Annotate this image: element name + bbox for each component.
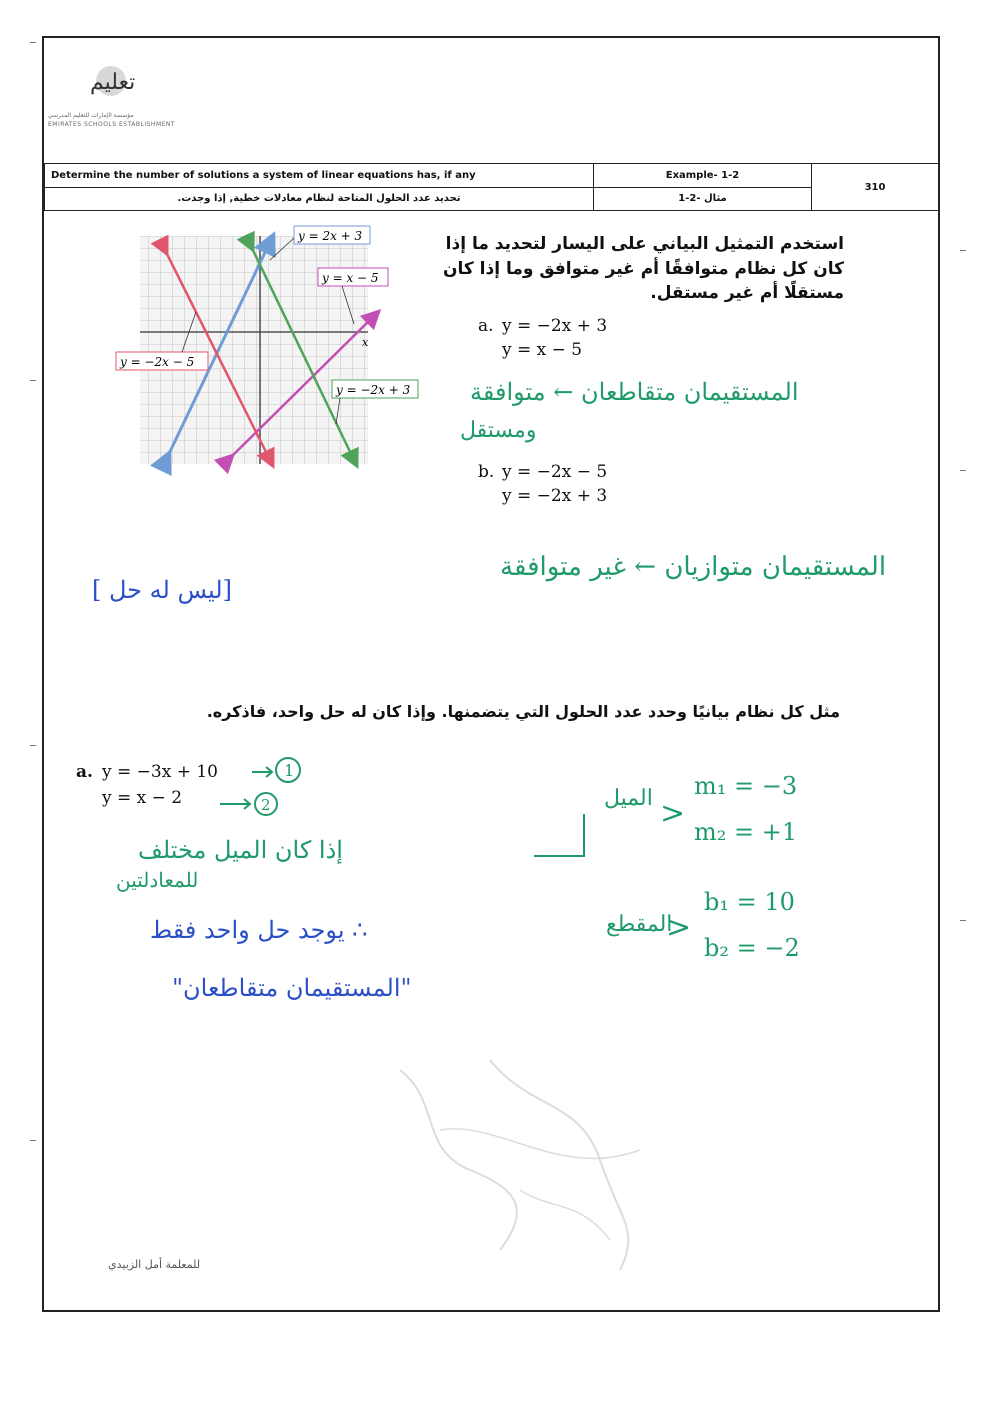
example-label-ar: مثال -2-1 [594, 187, 812, 211]
logo-subtitle-en: EMIRATES SCHOOLS ESTABLISHMENT [48, 121, 176, 128]
objective-english: Determine the number of solutions a system of linear equations has, if any [45, 164, 594, 188]
q1-part-b-eq1: y = −2x − 5 [502, 462, 608, 482]
margin-tick [30, 380, 36, 381]
objective-arabic: تحديد عدد الحلول المتاحة لنظام معادلات خطية, إذا وجدت. [45, 187, 594, 211]
marker-2: 2 [261, 796, 271, 814]
q2-part-a-label: a. [76, 762, 93, 782]
intercept-b1: b₁ = 10 [704, 888, 795, 916]
q1-part-a-label: a. [478, 316, 494, 336]
note-two-equations: للمعادلتين [116, 868, 199, 892]
q1-part-a-eq2: y = x − 5 [502, 340, 583, 360]
coordinate-graph [112, 224, 411, 474]
margin-tick [960, 250, 966, 251]
equation-markers [250, 756, 310, 820]
connector-bracket [526, 810, 596, 870]
q1-part-a-answer: المستقيمان متقاطعان ← متوافقة [470, 378, 799, 406]
marker-1: 1 [284, 761, 295, 780]
slope-bracket: < [660, 796, 686, 831]
logo-brand: تعليم [90, 70, 136, 95]
page-number: 310 [812, 164, 939, 211]
q1-part-b-answer-green: المستقيمان متوازيان ← غير متوافقة [500, 552, 887, 582]
note-lines-intersect: "المستقيمان متقاطعان" [172, 974, 412, 1002]
note-slope-different: إذا كان الميل مختلف [138, 836, 343, 864]
label-line2: y = x − 5 [322, 271, 379, 285]
logo-subtitle-ar: مؤسسة الإمارات للتعليم المدرسي [48, 112, 134, 119]
margin-tick [960, 920, 966, 921]
margin-tick [30, 745, 36, 746]
q1-part-b-eq2: y = −2x + 3 [502, 486, 608, 506]
question2-prompt: مثل كل نظام بيانيًا وحدد عدد الحلول التي يتضمنها. وإذا كان له حل واحد، فاذكره. [206, 702, 840, 721]
q2-eq2: y = x − 2 [102, 788, 183, 808]
intercept-b2: b₂ = −2 [704, 934, 800, 962]
question1-prompt: استخدم التمثيل البياني على اليسار لتحديد ما إذا كان كل نظام متوافقًا أم غير متوافق وما إذا كان مستقلًا أم غير مستقل. [442, 234, 844, 304]
x-axis-label: x [362, 336, 369, 349]
example-label-en: Example- 1-2 [594, 164, 812, 188]
objective-header [44, 163, 939, 211]
faint-signature [380, 1040, 680, 1280]
slope-m2: m₂ = +1 [694, 818, 798, 846]
q1-part-b-label: b. [478, 462, 495, 482]
label-line4: y = −2x + 3 [336, 383, 411, 397]
intercept-label: المقطع [606, 912, 673, 937]
label-line3: y = −2x − 5 [120, 355, 195, 369]
q1-part-b-answer-blue: [ليس له حل ] [92, 576, 232, 604]
teacher-credit: للمعلمة أمل الزبيدي [108, 1258, 201, 1271]
margin-tick [30, 42, 36, 43]
margin-tick [30, 1140, 36, 1141]
q1-part-a-answer-2: ومستقل [460, 418, 537, 443]
label-line1: y = 2x + 3 [298, 229, 363, 243]
slope-m1: m₁ = −3 [694, 772, 798, 800]
q2-eq1: y = −3x + 10 [102, 762, 218, 782]
intercept-bracket: < [666, 910, 692, 945]
note-one-solution: ∴ يوجد حل واحد فقط [150, 916, 368, 944]
margin-tick [960, 470, 966, 471]
q1-part-a-eq1: y = −2x + 3 [502, 316, 608, 336]
slope-label: الميل [604, 786, 653, 811]
